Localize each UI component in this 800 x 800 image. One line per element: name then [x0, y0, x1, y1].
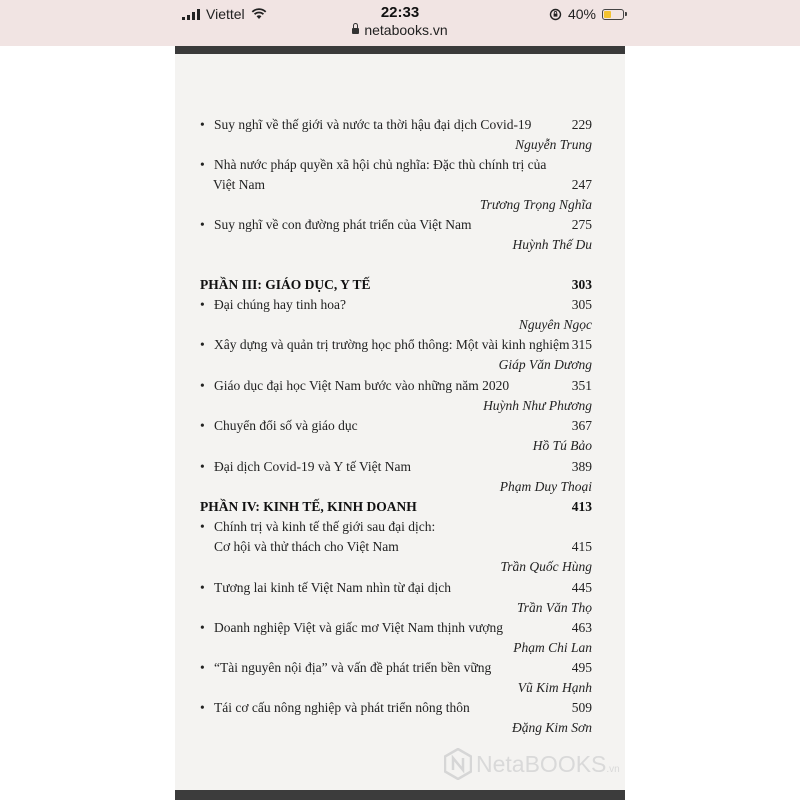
toc-entry: • Tương lai kinh tế Việt Nam nhìn từ đại dịch 445 [200, 580, 592, 595]
toc-author: Trần Văn Thọ [516, 600, 592, 615]
toc-entry-continued: Việt Nam 247 [213, 177, 592, 192]
toc-entry-continued: Cơ hội và thử thách cho Việt Nam 415 [214, 539, 592, 554]
address-bar[interactable] [0, 22, 800, 38]
battery-info [549, 5, 624, 23]
toc-author: Phạm Chi Lan [513, 640, 592, 655]
toc-entry: • Suy nghĩ về thế giới và nước ta thời hậu đại dịch Covid-19 229 [200, 117, 592, 132]
toc-entry: • Chuyển đổi số và giáo dục 367 [200, 418, 592, 433]
watermark-text: NetaBOOKS.vn [476, 751, 620, 777]
url-text: netabooks.vn [364, 22, 448, 38]
netabooks-logo-icon [444, 748, 472, 780]
toc-author: Trần Quốc Hùng [500, 559, 592, 574]
toc-author: Trương Trọng Nghĩa [479, 197, 592, 212]
orientation-lock-icon [549, 8, 562, 21]
toc-entry: • Suy nghĩ về con đường phát triển của Việt Nam 275 [200, 217, 592, 232]
toc-entry: • Giáo dục đại học Việt Nam bước vào những năm 2020 351 [200, 378, 592, 393]
toc-author: Nguyên Ngọc [518, 317, 592, 332]
toc-entry: • Doanh nghiệp Việt và giấc mơ Việt Nam thịnh vượng 463 [200, 620, 592, 635]
toc-author: Nguyễn Trung [515, 137, 592, 152]
toc-author: Giáp Văn Dương [498, 357, 592, 372]
toc-author: Đặng Kim Sơn [512, 720, 592, 735]
toc-entry: • Nhà nước pháp quyền xã hội chủ nghĩa: Đặc thù chính trị của [200, 157, 547, 172]
toc-author: Huỳnh Thế Du [512, 237, 592, 252]
toc-entry: • Tái cơ cấu nông nghiệp và phát triển nông thôn 509 [200, 700, 592, 715]
toc-entry: • Xây dựng và quản trị trường học phổ thông: Một vài kinh nghiệm 315 [200, 337, 592, 352]
clock: 22:33 [380, 4, 420, 21]
toc-entry: • Đại dịch Covid-19 và Y tế Việt Nam 389 [200, 459, 592, 474]
toc-section-heading: PHẦN III: GIÁO DỤC, Y TẾ 303 [200, 277, 592, 292]
toc-author: Hồ Tú Bảo [532, 438, 592, 453]
left-margin [0, 46, 175, 800]
right-margin [625, 46, 800, 800]
toc-author: Vũ Kim Hạnh [517, 680, 592, 695]
status-bar [0, 0, 800, 46]
battery-percent: 40% [567, 6, 596, 22]
lock-icon [352, 28, 359, 34]
carrier-name: Viettel [206, 6, 245, 22]
toc-section-heading: PHẦN IV: KINH TẾ, KINH DOANH 413 [200, 499, 592, 514]
toc-author: Huỳnh Như Phương [483, 398, 592, 413]
battery-icon [602, 9, 624, 20]
image-bottom-edge [175, 790, 625, 800]
image-top-edge [175, 46, 625, 54]
toc-author: Phạm Duy Thoại [499, 479, 592, 494]
toc-entry: • Đại chúng hay tinh hoa? 305 [200, 297, 592, 312]
toc-entry: • Chính trị và kinh tế thế giới sau đại dịch: [200, 519, 436, 534]
toc-entry: • “Tài nguyên nội địa” và vấn đề phát triển bền vững 495 [200, 660, 592, 675]
